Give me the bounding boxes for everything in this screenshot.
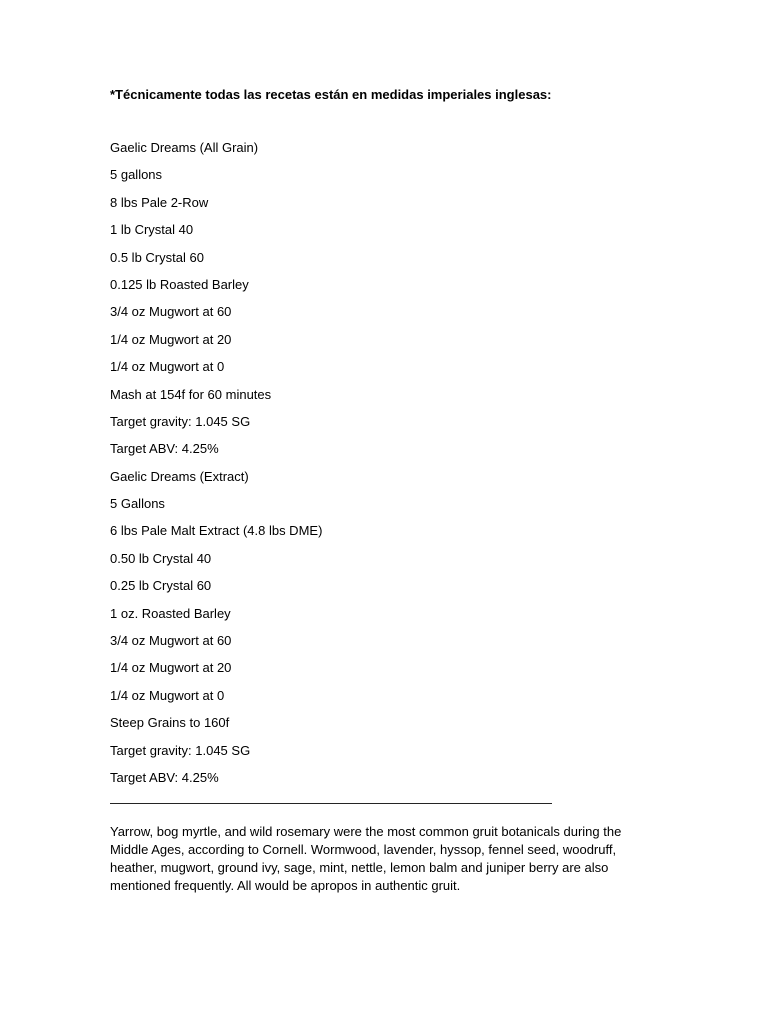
recipe-line: Target ABV: 4.25% (110, 441, 219, 457)
recipe-line: 6 lbs Pale Malt Extract (4.8 lbs DME) (110, 523, 323, 539)
recipe-line: Gaelic Dreams (Extract) (110, 468, 249, 484)
recipe-line: Gaelic Dreams (All Grain) (110, 140, 259, 155)
recipe-line: 1 oz. Roasted Barley (110, 605, 231, 621)
recipe-line: 1/4 oz Mugwort at 0 (110, 687, 225, 703)
document-page (110, 0, 650, 1024)
recipe-line: Target gravity: 1.045 SG (110, 413, 251, 429)
recipe-line: 5 gallons (110, 167, 163, 183)
recipe-list (110, 139, 322, 796)
recipe-line: 1/4 oz Mugwort at 20 (110, 660, 232, 676)
recipe-line: 1 lb Crystal 40 (110, 222, 194, 238)
recipe-line: 8 lbs Pale 2-Row (110, 194, 209, 210)
gruit-botanicals-paragraph: Yarrow, bog myrtle, and wild rosemary were the most common gruit botanicals during the Middle Ages, according to Cornell. Wormwood, lavender, hyssop, fennel seed, woodruff, heather, mugwort, ground ivy, sage, mint, nettle, lemon balm and juniper berry are also mentioned frequently. All would be apropos in authentic gruit. (110, 824, 622, 893)
recipe-line: Steep Grains to 160f (110, 715, 230, 731)
recipe-line: 1/4 oz Mugwort at 20 (110, 331, 232, 347)
section-divider: —————————————————————————————————— (110, 795, 552, 810)
recipe-line: Target ABV: 4.25% (110, 769, 219, 785)
recipe-line: 3/4 oz Mugwort at 60 (110, 633, 232, 649)
recipe-line: 0.125 lb Roasted Barley (110, 276, 249, 292)
imperial-measures-note: *Técnicamente todas las recetas están en medidas imperiales inglesas: (110, 87, 552, 102)
recipe-line: 0.50 lb Crystal 40 (110, 550, 212, 566)
recipe-line: 0.5 lb Crystal 60 (110, 249, 204, 265)
recipe-line: 0.25 lb Crystal 60 (110, 578, 212, 594)
recipe-line: Mash at 154f for 60 minutes (110, 386, 272, 402)
recipe-line: 5 Gallons (110, 496, 165, 512)
recipe-line: 3/4 oz Mugwort at 60 (110, 304, 232, 320)
recipe-line: 1/4 oz Mugwort at 0 (110, 359, 225, 375)
recipe-line: Target gravity: 1.045 SG (110, 742, 251, 758)
